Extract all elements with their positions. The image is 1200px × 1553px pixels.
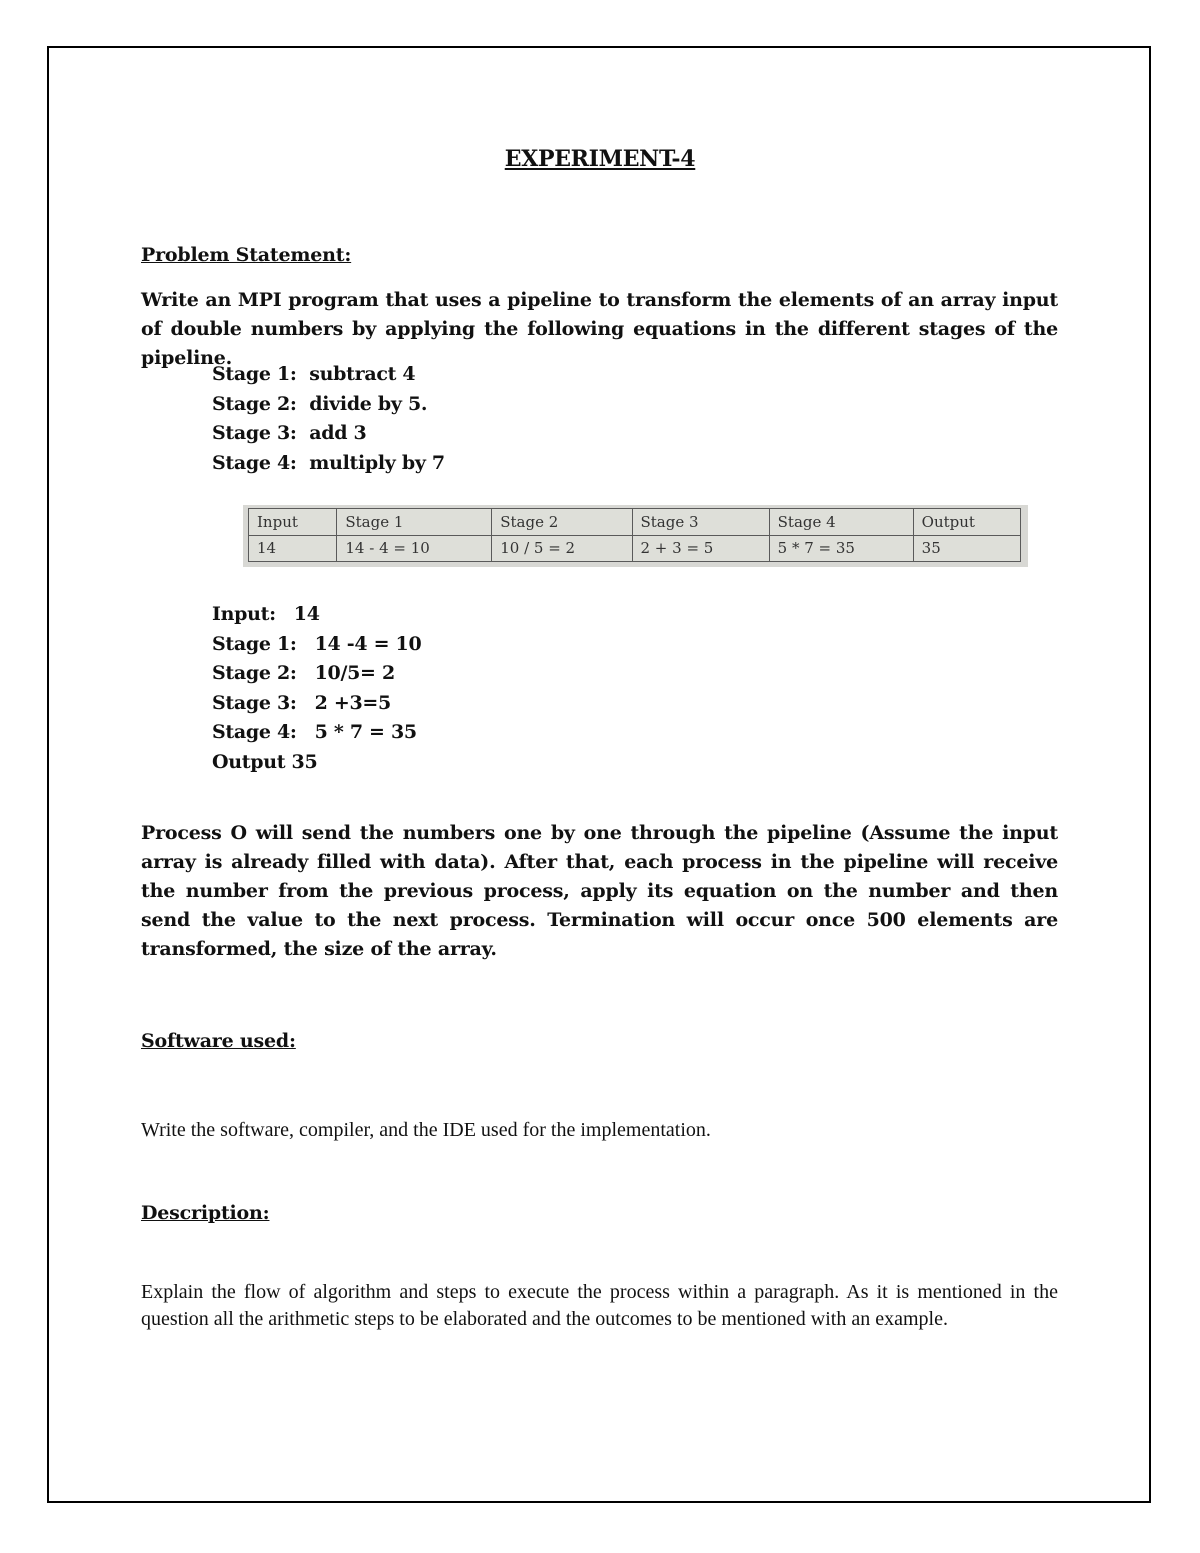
example-label: Input: [212, 603, 276, 625]
example-item [212, 630, 421, 660]
software-used-heading: Software used: [141, 1030, 296, 1052]
description-heading: Description: [141, 1202, 270, 1224]
stage-item: Stage 2: divide by 5. [212, 392, 428, 415]
table-header-row [249, 509, 1021, 536]
software-used-text: Write the software, compiler, and the IDE used for the implementation. [141, 1119, 711, 1141]
process-paragraph: Process O will send the numbers one by one through the pipeline (Assume the input array is already filled with data). After that, each process in the pipeline will receive the number from the previous process, apply its equation on the number and then send the value to the next process. Termination will occur once 500 elements are transformed, the size of the array. [141, 822, 1058, 960]
table-row [249, 535, 1021, 562]
example-item [212, 600, 421, 630]
pipeline-table-image [243, 505, 1028, 567]
example-item [212, 718, 421, 748]
table-cell: 14 - 4 = 10 [337, 535, 492, 562]
problem-statement-heading: Problem Statement: [141, 244, 352, 266]
table-header-cell: Output [913, 509, 1020, 536]
pipeline-table [248, 508, 1021, 562]
table-header-cell: Stage 2 [492, 509, 632, 536]
example-label: Stage 2: [212, 662, 297, 684]
table-cell: 14 [249, 535, 337, 562]
example-label: Stage 3: [212, 691, 297, 714]
example-item [212, 659, 421, 689]
example-value: 14 -4 = 10 [314, 632, 422, 655]
example-value: 10/5= 2 [314, 662, 395, 684]
stage-item: Stage 1: subtract 4 [212, 363, 416, 385]
page-title: EXPERIMENT-4 [504, 146, 696, 172]
example-label: Stage 1: [212, 632, 297, 655]
table-cell: 10 / 5 = 2 [492, 535, 632, 562]
table-header-cell: Stage 4 [769, 509, 913, 536]
stage-item: Stage 3: add 3 [212, 422, 367, 444]
example-label: Output 35 [212, 750, 318, 773]
example-item [212, 689, 421, 719]
example-item [212, 748, 421, 778]
example-label: Stage 4: [212, 721, 297, 743]
table-cell: 2 + 3 = 5 [632, 535, 769, 562]
example-value: 14 [293, 603, 320, 625]
stage-item: Stage 4: multiply by 7 [212, 451, 445, 474]
table-header-cell: Input [249, 509, 337, 536]
example-value: 5 * 7 = 35 [314, 721, 417, 743]
table-header-cell: Stage 3 [632, 509, 769, 536]
example-value: 2 +3=5 [314, 691, 391, 714]
table-header-cell: Stage 1 [337, 509, 492, 536]
table-cell: 35 [913, 535, 1020, 562]
description-text: Explain the flow of algorithm and steps to execute the process within a paragraph. As it is mentioned in the question all the arithmetic steps to be elaborated and the outcomes to be mentioned with an example. [141, 1281, 1058, 1330]
stage-list [212, 360, 445, 478]
table-cell: 5 * 7 = 35 [769, 535, 913, 562]
example-list [212, 600, 421, 777]
problem-intro-paragraph: Write an MPI program that uses a pipeline to transform the elements of an array input of double numbers by applying the following equations in the different stages of the pipeline. [141, 289, 1058, 369]
